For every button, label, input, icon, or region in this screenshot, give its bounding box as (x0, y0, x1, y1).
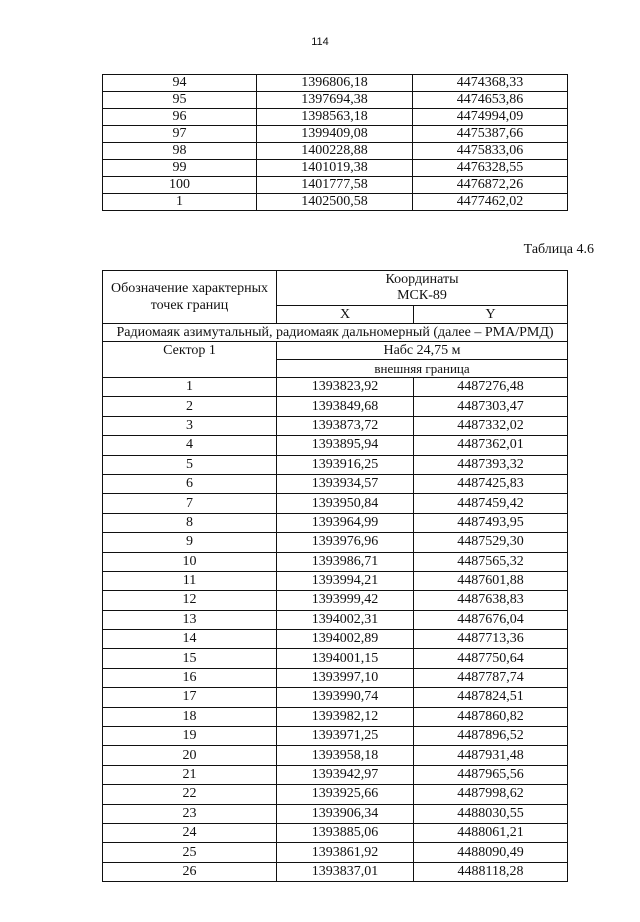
x-coordinate-cell: 1393916,25 (277, 455, 414, 474)
coordinate-row (103, 746, 568, 765)
sector-row (103, 342, 568, 360)
x-coordinate-cell: 1393999,42 (277, 591, 414, 610)
coordinate-row (103, 823, 568, 842)
x-coordinate-cell: 1393958,18 (277, 746, 414, 765)
object-row (103, 324, 568, 342)
y-coordinate-cell: 4474653,86 (413, 92, 568, 109)
point-number-cell: 1 (103, 194, 257, 211)
header-coordinates (277, 271, 568, 306)
coordinate-row (103, 416, 568, 435)
continuation-table-body (103, 75, 568, 211)
point-number-cell: 94 (103, 75, 257, 92)
coordinate-row (103, 727, 568, 746)
point-number-cell: 98 (103, 143, 257, 160)
y-coordinate-cell: 4487676,04 (414, 610, 568, 629)
coordinate-row (103, 649, 568, 668)
point-number-cell: 2 (103, 397, 277, 416)
continuation-table (102, 74, 568, 211)
coordinate-row (103, 494, 568, 513)
point-number-cell: 3 (103, 416, 277, 435)
y-coordinate-cell: 4487493,95 (414, 513, 568, 532)
object-name: Радиомаяк азимутальный, радиомаяк дальномерный (далее – РМА/РМД) (103, 324, 568, 342)
y-coordinate-cell: 4488061,21 (414, 823, 568, 842)
coordinate-row (103, 436, 568, 455)
x-coordinate-cell: 1402500,58 (257, 194, 413, 211)
coordinate-row (103, 591, 568, 610)
y-coordinate-cell: 4474994,09 (413, 109, 568, 126)
y-coordinate-cell: 4475833,06 (413, 143, 568, 160)
x-coordinate-cell: 1398563,18 (257, 109, 413, 126)
point-number-cell: 99 (103, 160, 257, 177)
x-coordinate-cell: 1393861,92 (277, 843, 414, 862)
y-coordinate-cell: 4487750,64 (414, 649, 568, 668)
point-number-cell: 5 (103, 455, 277, 474)
x-coordinate-cell: 1396806,18 (257, 75, 413, 92)
y-coordinate-cell: 4487332,02 (414, 416, 568, 435)
point-number-cell: 24 (103, 823, 277, 842)
x-coordinate-cell: 1393964,99 (277, 513, 414, 532)
point-number-cell: 9 (103, 533, 277, 552)
point-number-cell: 8 (103, 513, 277, 532)
y-coordinate-cell: 4487565,32 (414, 552, 568, 571)
y-coordinate-cell: 4487896,52 (414, 727, 568, 746)
header-system-label: МСК-89 (397, 288, 447, 303)
coordinate-row (103, 474, 568, 493)
coordinate-row (103, 397, 568, 416)
point-number-cell: 14 (103, 630, 277, 649)
y-coordinate-cell: 4487998,62 (414, 785, 568, 804)
header-points-text: Обозначение характерных точек границ (111, 281, 268, 313)
continuation-row (103, 126, 568, 143)
y-coordinate-cell: 4487931,48 (414, 746, 568, 765)
point-number-cell: 19 (103, 727, 277, 746)
coordinate-row (103, 571, 568, 590)
coordinate-row (103, 552, 568, 571)
point-number-cell: 22 (103, 785, 277, 804)
x-coordinate-cell: 1393971,25 (277, 727, 414, 746)
point-number-cell: 100 (103, 177, 257, 194)
continuation-row (103, 177, 568, 194)
x-coordinate-cell: 1397694,38 (257, 92, 413, 109)
x-coordinate-cell: 1401777,58 (257, 177, 413, 194)
header-points (103, 271, 277, 324)
coordinate-row (103, 804, 568, 823)
x-coordinate-cell: 1393895,94 (277, 436, 414, 455)
point-number-cell: 10 (103, 552, 277, 571)
coordinate-row (103, 785, 568, 804)
point-number-cell: 21 (103, 765, 277, 784)
x-coordinate-cell: 1393906,34 (277, 804, 414, 823)
point-number-cell: 4 (103, 436, 277, 455)
point-number-cell: 20 (103, 746, 277, 765)
boundary-label: внешняя граница (277, 360, 568, 378)
continuation-row (103, 109, 568, 126)
point-number-cell: 6 (103, 474, 277, 493)
point-number-cell: 26 (103, 862, 277, 881)
point-number-cell: 96 (103, 109, 257, 126)
y-coordinate-cell: 4487860,82 (414, 707, 568, 726)
y-coordinate-cell: 4487303,47 (414, 397, 568, 416)
point-number-cell: 25 (103, 843, 277, 862)
header-coordinates-label: Координаты (385, 272, 459, 287)
x-coordinate-cell: 1393934,57 (277, 474, 414, 493)
coordinate-row (103, 862, 568, 881)
point-number-cell: 23 (103, 804, 277, 823)
coordinates-table-body (103, 271, 568, 882)
y-coordinate-cell: 4487529,30 (414, 533, 568, 552)
x-coordinate-cell: 1400228,88 (257, 143, 413, 160)
coordinate-row (103, 688, 568, 707)
y-coordinate-cell: 4488030,55 (414, 804, 568, 823)
x-coordinate-cell: 1393849,68 (277, 397, 414, 416)
point-number-cell: 95 (103, 92, 257, 109)
y-coordinate-cell: 4487276,48 (414, 378, 568, 397)
point-number-cell: 11 (103, 571, 277, 590)
x-coordinate-cell: 1393976,96 (277, 533, 414, 552)
x-coordinate-cell: 1393873,72 (277, 416, 414, 435)
x-coordinate-cell: 1393925,66 (277, 785, 414, 804)
x-coordinate-cell: 1394002,31 (277, 610, 414, 629)
point-number-cell: 13 (103, 610, 277, 629)
coordinate-row (103, 378, 568, 397)
page-number: 114 (311, 36, 329, 48)
x-coordinate-cell: 1393942,97 (277, 765, 414, 784)
continuation-row (103, 143, 568, 160)
y-coordinate-cell: 4476872,26 (413, 177, 568, 194)
sector-label: Сектор 1 (103, 342, 277, 378)
y-coordinate-cell: 4487713,36 (414, 630, 568, 649)
y-coordinate-cell: 4487362,01 (414, 436, 568, 455)
table-caption: Таблица 4.6 (523, 242, 594, 257)
x-coordinate-cell: 1393837,01 (277, 862, 414, 881)
y-coordinate-cell: 4487638,83 (414, 591, 568, 610)
coordinate-row (103, 707, 568, 726)
point-number-cell: 7 (103, 494, 277, 513)
x-coordinate-cell: 1393990,74 (277, 688, 414, 707)
x-coordinate-cell: 1393823,92 (277, 378, 414, 397)
x-coordinate-cell: 1401019,38 (257, 160, 413, 177)
coordinate-row (103, 533, 568, 552)
x-coordinate-cell: 1393997,10 (277, 668, 414, 687)
point-number-cell: 12 (103, 591, 277, 610)
y-coordinate-cell: 4477462,02 (413, 194, 568, 211)
coordinate-row (103, 610, 568, 629)
continuation-row (103, 160, 568, 177)
y-coordinate-cell: 4474368,33 (413, 75, 568, 92)
x-coordinate-cell: 1399409,08 (257, 126, 413, 143)
coordinate-row (103, 513, 568, 532)
header-y: Y (414, 306, 568, 324)
coordinate-row (103, 455, 568, 474)
y-coordinate-cell: 4488118,28 (414, 862, 568, 881)
y-coordinate-cell: 4487459,42 (414, 494, 568, 513)
y-coordinate-cell: 4487824,51 (414, 688, 568, 707)
point-number-cell: 17 (103, 688, 277, 707)
coordinates-table (102, 270, 568, 882)
point-number-cell: 18 (103, 707, 277, 726)
y-coordinate-cell: 4487787,74 (414, 668, 568, 687)
y-coordinate-cell: 4487425,83 (414, 474, 568, 493)
header-x: X (277, 306, 414, 324)
y-coordinate-cell: 4487965,56 (414, 765, 568, 784)
continuation-row (103, 92, 568, 109)
coordinate-row (103, 630, 568, 649)
point-number-cell: 97 (103, 126, 257, 143)
point-number-cell: 1 (103, 378, 277, 397)
x-coordinate-cell: 1393982,12 (277, 707, 414, 726)
x-coordinate-cell: 1394001,15 (277, 649, 414, 668)
x-coordinate-cell: 1393994,21 (277, 571, 414, 590)
x-coordinate-cell: 1393986,71 (277, 552, 414, 571)
y-coordinate-cell: 4488090,49 (414, 843, 568, 862)
coordinate-row (103, 843, 568, 862)
point-number-cell: 15 (103, 649, 277, 668)
point-number-cell: 16 (103, 668, 277, 687)
continuation-row (103, 75, 568, 92)
x-coordinate-cell: 1393885,06 (277, 823, 414, 842)
continuation-row (103, 194, 568, 211)
x-coordinate-cell: 1393950,84 (277, 494, 414, 513)
header-row (103, 271, 568, 306)
coordinate-row (103, 668, 568, 687)
x-coordinate-cell: 1394002,89 (277, 630, 414, 649)
y-coordinate-cell: 4476328,55 (413, 160, 568, 177)
y-coordinate-cell: 4487601,88 (414, 571, 568, 590)
height-label: Набс 24,75 м (277, 342, 568, 360)
y-coordinate-cell: 4475387,66 (413, 126, 568, 143)
y-coordinate-cell: 4487393,32 (414, 455, 568, 474)
coordinate-row (103, 765, 568, 784)
